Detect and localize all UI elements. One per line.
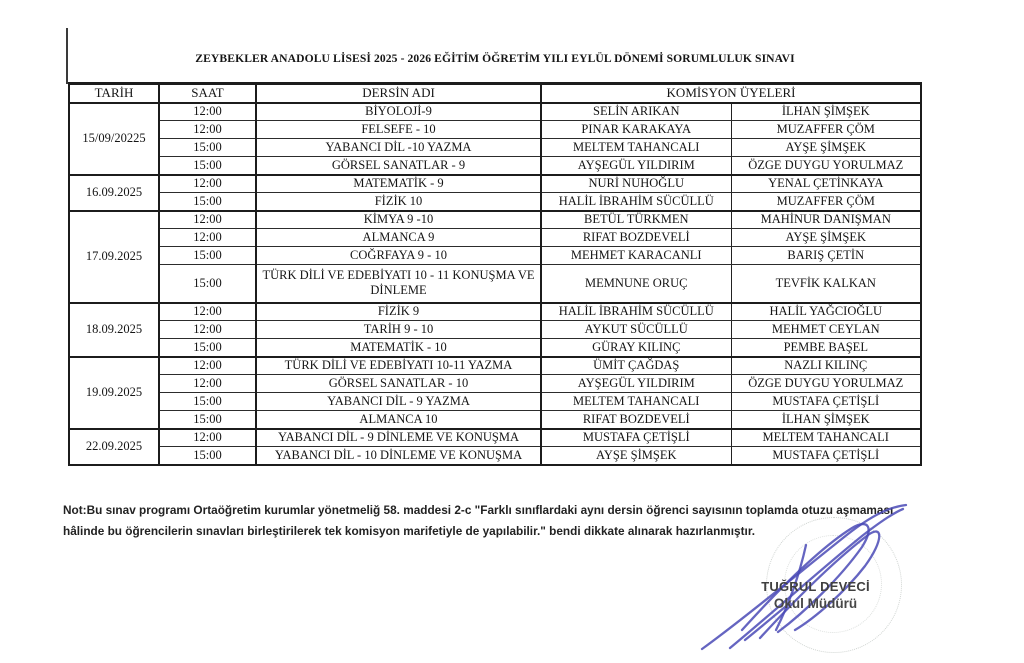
exam-row: [69, 247, 921, 265]
commission-member-2-cell: PEMBE BAŞEL: [731, 339, 921, 357]
time-cell: 15:00: [159, 265, 256, 303]
exam-row: [69, 175, 921, 193]
exam-row: [69, 429, 921, 447]
exam-row: [69, 357, 921, 375]
commission-member-1-cell: HALİL İBRAHİM SÜCÜLLÜ: [541, 303, 731, 321]
commission-member-2-cell: YENAL ÇETİNKAYA: [731, 175, 921, 193]
course-cell: TÜRK DİLİ VE EDEBİYATI 10 - 11 KONUŞMA VE DİNLEME: [256, 265, 541, 303]
exam-row: [69, 121, 921, 139]
commission-member-2-cell: TEVFİK KALKAN: [731, 265, 921, 303]
exam-row: [69, 229, 921, 247]
time-cell: 15:00: [159, 157, 256, 175]
commission-member-2-cell: AYŞE ŞİMŞEK: [731, 229, 921, 247]
time-cell: 12:00: [159, 321, 256, 339]
signature-name: TUĞRUL DEVECİ: [761, 579, 870, 594]
signature-role: Okul Müdürü: [773, 596, 858, 611]
exam-row: [69, 211, 921, 229]
commission-member-1-cell: AYŞEGÜL YILDIRIM: [541, 157, 731, 175]
course-cell: FELSEFE - 10: [256, 121, 541, 139]
date-cell: 15/09/20225: [69, 103, 159, 175]
commission-member-2-cell: BARIŞ ÇETİN: [731, 247, 921, 265]
time-cell: 12:00: [159, 375, 256, 393]
commission-member-2-cell: MAHİNUR DANIŞMAN: [731, 211, 921, 229]
commission-member-1-cell: MELTEM TAHANCALI: [541, 139, 731, 157]
exam-row: [69, 157, 921, 175]
exam-row: [69, 303, 921, 321]
signature-block: [738, 579, 893, 611]
course-cell: TARİH 9 - 10: [256, 321, 541, 339]
time-cell: 12:00: [159, 229, 256, 247]
exam-row: [69, 321, 921, 339]
commission-member-2-cell: MUSTAFA ÇETİŞLİ: [731, 447, 921, 465]
commission-member-2-cell: ÖZGE DUYGU YORULMAZ: [731, 157, 921, 175]
commission-member-1-cell: HALİL İBRAHİM SÜCÜLLÜ: [541, 193, 731, 211]
header-date: TARİH: [69, 84, 159, 103]
time-cell: 15:00: [159, 139, 256, 157]
header-commission: KOMİSYON ÜYELERİ: [541, 84, 921, 103]
commission-member-1-cell: AYŞEGÜL YILDIRIM: [541, 375, 731, 393]
exam-table-body: [69, 103, 921, 465]
commission-member-1-cell: ÜMİT ÇAĞDAŞ: [541, 357, 731, 375]
course-cell: YABANCI DİL - 10 DİNLEME VE KONUŞMA: [256, 447, 541, 465]
time-cell: 15:00: [159, 393, 256, 411]
course-cell: FİZİK 9: [256, 303, 541, 321]
commission-member-2-cell: MUZAFFER ÇÖM: [731, 193, 921, 211]
commission-member-2-cell: MELTEM TAHANCALI: [731, 429, 921, 447]
commission-member-2-cell: HALİL YAĞCIOĞLU: [731, 303, 921, 321]
time-cell: 15:00: [159, 193, 256, 211]
time-cell: 12:00: [159, 175, 256, 193]
time-cell: 12:00: [159, 303, 256, 321]
course-cell: KİMYA 9 -10: [256, 211, 541, 229]
course-cell: ALMANCA 10: [256, 411, 541, 429]
course-cell: GÖRSEL SANATLAR - 9: [256, 157, 541, 175]
commission-member-1-cell: MELTEM TAHANCALI: [541, 393, 731, 411]
date-cell: 18.09.2025: [69, 303, 159, 357]
date-cell: 22.09.2025: [69, 429, 159, 465]
header-course: DERSİN ADI: [256, 84, 541, 103]
commission-member-2-cell: MUZAFFER ÇÖM: [731, 121, 921, 139]
commission-member-2-cell: ÖZGE DUYGU YORULMAZ: [731, 375, 921, 393]
time-cell: 12:00: [159, 121, 256, 139]
course-cell: YABANCI DİL - 9 YAZMA: [256, 393, 541, 411]
course-cell: YABANCI DİL -10 YAZMA: [256, 139, 541, 157]
commission-member-1-cell: SELİN ARIKAN: [541, 103, 731, 121]
commission-member-1-cell: MEHMET KARACANLI: [541, 247, 731, 265]
exam-row: [69, 393, 921, 411]
course-cell: MATEMATİK - 9: [256, 175, 541, 193]
time-cell: 12:00: [159, 429, 256, 447]
exam-row: [69, 375, 921, 393]
commission-member-1-cell: NURİ NUHOĞLU: [541, 175, 731, 193]
time-cell: 12:00: [159, 103, 256, 121]
header-time: SAAT: [159, 84, 256, 103]
table-header-row: [69, 84, 921, 103]
time-cell: 15:00: [159, 447, 256, 465]
commission-member-1-cell: RIFAT BOZDEVELİ: [541, 411, 731, 429]
exam-row: [69, 339, 921, 357]
commission-member-1-cell: MUSTAFA ÇETİŞLİ: [541, 429, 731, 447]
exam-schedule-table: [68, 82, 922, 466]
commission-member-2-cell: İLHAN ŞİMŞEK: [731, 411, 921, 429]
date-cell: 16.09.2025: [69, 175, 159, 211]
course-cell: FİZİK 10: [256, 193, 541, 211]
course-cell: TÜRK DİLİ VE EDEBİYATI 10-11 YAZMA: [256, 357, 541, 375]
date-cell: 17.09.2025: [69, 211, 159, 303]
commission-member-1-cell: MEMNUNE ORUÇ: [541, 265, 731, 303]
course-cell: MATEMATİK - 10: [256, 339, 541, 357]
commission-member-1-cell: RIFAT BOZDEVELİ: [541, 229, 731, 247]
commission-member-2-cell: AYŞE ŞİMŞEK: [731, 139, 921, 157]
date-cell: 19.09.2025: [69, 357, 159, 429]
commission-member-2-cell: MEHMET CEYLAN: [731, 321, 921, 339]
course-cell: BİYOLOJİ-9: [256, 103, 541, 121]
commission-member-1-cell: GÜRAY KILINÇ: [541, 339, 731, 357]
time-cell: 12:00: [159, 211, 256, 229]
commission-member-2-cell: NAZLI KILINÇ: [731, 357, 921, 375]
commission-member-2-cell: İLHAN ŞİMŞEK: [731, 103, 921, 121]
commission-member-1-cell: AYŞE ŞİMŞEK: [541, 447, 731, 465]
exam-row: [69, 265, 921, 303]
exam-row: [69, 139, 921, 157]
commission-member-2-cell: MUSTAFA ÇETİŞLİ: [731, 393, 921, 411]
course-cell: YABANCI DİL - 9 DİNLEME VE KONUŞMA: [256, 429, 541, 447]
document-title: ZEYBEKLER ANADOLU LİSESİ 2025 - 2026 EĞİTİM ÖĞRETİM YILI EYLÜL DÖNEMİ SORUMLULUK SINAVI: [195, 52, 795, 65]
time-cell: 15:00: [159, 247, 256, 265]
commission-member-1-cell: BETÜL TÜRKMEN: [541, 211, 731, 229]
commission-member-1-cell: AYKUT SÜCÜLLÜ: [541, 321, 731, 339]
exam-row: [69, 411, 921, 429]
note-text: Not:Bu sınav programı Ortaöğretim kurumlar yönetmeliğ 58. maddesi 2-c "Farklı sınıflardaki aynı dersin öğrenci sayısının toplamda otuzu aşmaması hâlinde bu öğrencilerin sınavları birleştirilerek tek komisyon marifetiyle de yapılabilir." bendi dikkate alınarak hazırlanmıştır.: [63, 503, 894, 538]
exam-row: [69, 447, 921, 465]
time-cell: 15:00: [159, 411, 256, 429]
course-cell: GÖRSEL SANATLAR - 10: [256, 375, 541, 393]
time-cell: 12:00: [159, 357, 256, 375]
time-cell: 15:00: [159, 339, 256, 357]
exam-row: [69, 103, 921, 121]
course-cell: ALMANCA 9: [256, 229, 541, 247]
commission-member-1-cell: PINAR KARAKAYA: [541, 121, 731, 139]
course-cell: COĞRFAYA 9 - 10: [256, 247, 541, 265]
exam-row: [69, 193, 921, 211]
